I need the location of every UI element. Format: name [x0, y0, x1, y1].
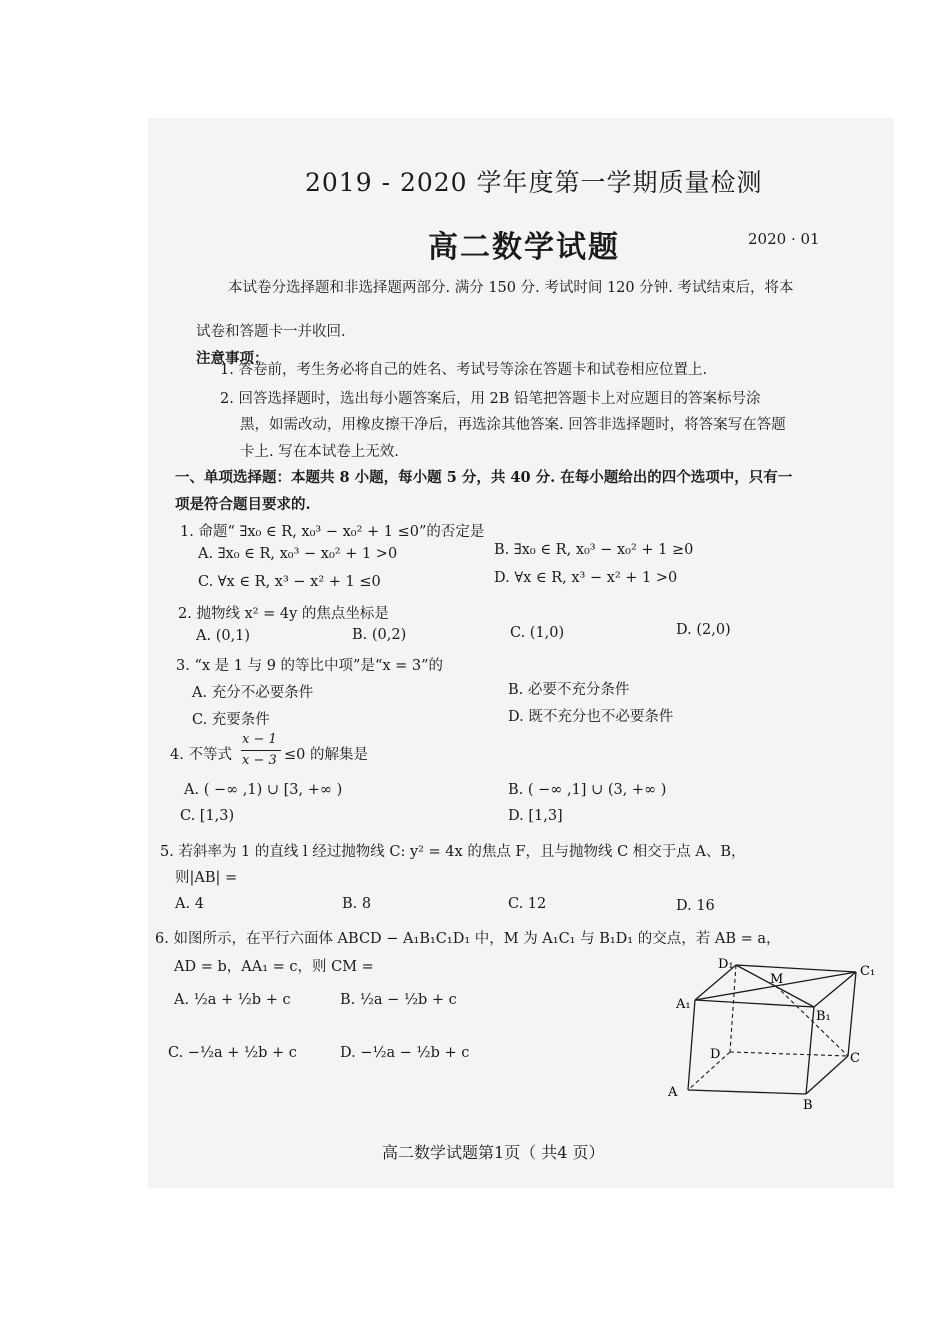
q3-option-a: A. 充分不必要条件: [192, 685, 314, 701]
q5-option-a: A. 4: [175, 896, 204, 912]
q6-option-b: B. ½a − ½b + c: [340, 992, 457, 1008]
edge-b-c: [806, 1056, 848, 1094]
q1-option-d: D. ∀x ∈ R, x³ − x² + 1 >0: [494, 570, 678, 586]
q4-option-a: A. ( −∞ ,1) ∪ [3, +∞ ): [184, 782, 343, 798]
q4-fraction-numerator: x − 1: [242, 732, 277, 747]
edge-d1-c1: [736, 965, 856, 972]
q2-option-d: D. (2,0): [676, 622, 731, 638]
intro-line-1: 本试卷分选择题和非选择题两部分. 满分 150 分. 考试时间 120 分钟. 考试结束后，将本: [228, 280, 794, 296]
parallelepiped-figure: [660, 950, 890, 1110]
note-2-line-1: 2. 回答选择题时，选出每小题答案后，用 2B 铅笔把答题卡上对应题目的答案标号涂: [220, 391, 761, 407]
notes-heading: 注意事项：: [196, 350, 269, 367]
q5-stem-line-1: 5. 若斜率为 1 的直线 l 经过抛物线 C: y² = 4x 的焦点 F，且与抛物线 C 相交于点 A、B，: [160, 844, 746, 860]
edge-c1-c: [848, 972, 856, 1056]
q5-option-b: B. 8: [342, 896, 372, 912]
page-footer: 高二数学试题第1页（ 共4 页）: [382, 1143, 605, 1162]
q1-option-b: B. ∃x₀ ∈ R, x₀³ − x₀² + 1 ≥0: [494, 542, 694, 558]
label-d1: D₁: [718, 957, 734, 972]
hidden-edge-d-c: [730, 1052, 848, 1056]
note-1: 1. 答卷前，考生务必将自己的姓名、考试号等涂在答题卡和试卷相应位置上.: [220, 362, 708, 378]
exam-title: 2019 - 2020 学年度第一学期质量检测: [305, 168, 763, 197]
q5-option-d: D. 16: [676, 898, 715, 914]
q2-option-b: B. (0,2): [352, 627, 407, 643]
q1-stem: 1. 命题“ ∃x₀ ∈ R, x₀³ − x₀² + 1 ≤0”的否定是: [180, 524, 485, 540]
note-2-line-2: 黑，如需改动，用橡皮擦干净后，再选涂其他答案. 回答非选择题时，将答案写在答题: [240, 417, 786, 433]
q5-stem-line-2: 则|AB| =: [175, 870, 238, 886]
label-c1: C₁: [860, 964, 876, 979]
q4-stem-prefix: 4. 不等式: [170, 747, 232, 763]
q4-option-c: C. [1,3): [180, 808, 235, 824]
edge-c1-b1: [814, 972, 856, 1007]
q1-option-a: A. ∃x₀ ∈ R, x₀³ − x₀² + 1 >0: [198, 546, 398, 562]
q4-option-d: D. [1,3]: [508, 808, 563, 824]
edge-b1-b: [806, 1007, 814, 1094]
exam-subtitle: 高二数学试题: [428, 230, 620, 265]
label-d: D: [710, 1047, 721, 1062]
label-b1: B₁: [816, 1009, 831, 1024]
label-a1: A₁: [676, 997, 691, 1012]
q6-stem-line-1: 6. 如图所示，在平行六面体 ABCD − A₁B₁C₁D₁ 中，M 为 A₁C₁ 与 B₁D₁ 的交点，若 AB = a，: [155, 931, 781, 947]
q2-option-c: C. (1,0): [510, 625, 565, 641]
q4-option-b: B. ( −∞ ,1] ∪ (3, +∞ ): [508, 782, 667, 798]
hidden-edge-d1-d: [730, 965, 736, 1052]
label-c: C: [850, 1051, 860, 1066]
edge-a1-a: [688, 1000, 695, 1090]
q3-option-c: C. 充要条件: [192, 712, 270, 728]
q6-option-c: C. −½a + ½b + c: [168, 1045, 297, 1061]
q3-option-b: B. 必要不充分条件: [508, 682, 630, 698]
edge-a-b: [688, 1090, 806, 1094]
q2-option-a: A. (0,1): [196, 628, 251, 644]
exam-date: 2020 · 01: [748, 230, 820, 248]
intro-line-2: 试卷和答题卡一并收回.: [196, 324, 346, 340]
q2-stem: 2. 抛物线 x² = 4y 的焦点坐标是: [178, 606, 389, 622]
q4-fraction-denominator: x − 3: [242, 753, 277, 768]
q6-option-d: D. −½a − ½b + c: [340, 1045, 470, 1061]
label-b: B: [803, 1098, 813, 1110]
section-heading-line-2: 项是符合题目要求的.: [175, 496, 311, 513]
hidden-segment-m-c: [776, 986, 848, 1056]
q6-option-a: A. ½a + ½b + c: [174, 992, 291, 1008]
note-2-line-3: 卡上. 写在本试卷上无效.: [240, 444, 399, 460]
q1-option-c: C. ∀x ∈ R, x³ − x² + 1 ≤0: [198, 574, 381, 590]
hidden-edge-d-a: [688, 1052, 730, 1090]
q4-fraction-bar: [241, 750, 281, 751]
q4-stem-suffix: ≤0 的解集是: [284, 747, 368, 763]
q5-option-c: C. 12: [508, 896, 547, 912]
label-a: A: [668, 1085, 678, 1100]
q3-option-d: D. 既不充分也不必要条件: [508, 709, 674, 725]
q6-stem-line-2: AD = b，AA₁ = c，则 CM =: [174, 959, 374, 975]
label-m: M: [770, 972, 784, 987]
q3-stem: 3. “x 是 1 与 9 的等比中项”是“x = 3”的: [176, 658, 444, 674]
section-heading-line-1: 一、单项选择题：本题共 8 小题，每小题 5 分，共 40 分. 在每小题给出的四个选项中，只有一: [175, 469, 793, 486]
